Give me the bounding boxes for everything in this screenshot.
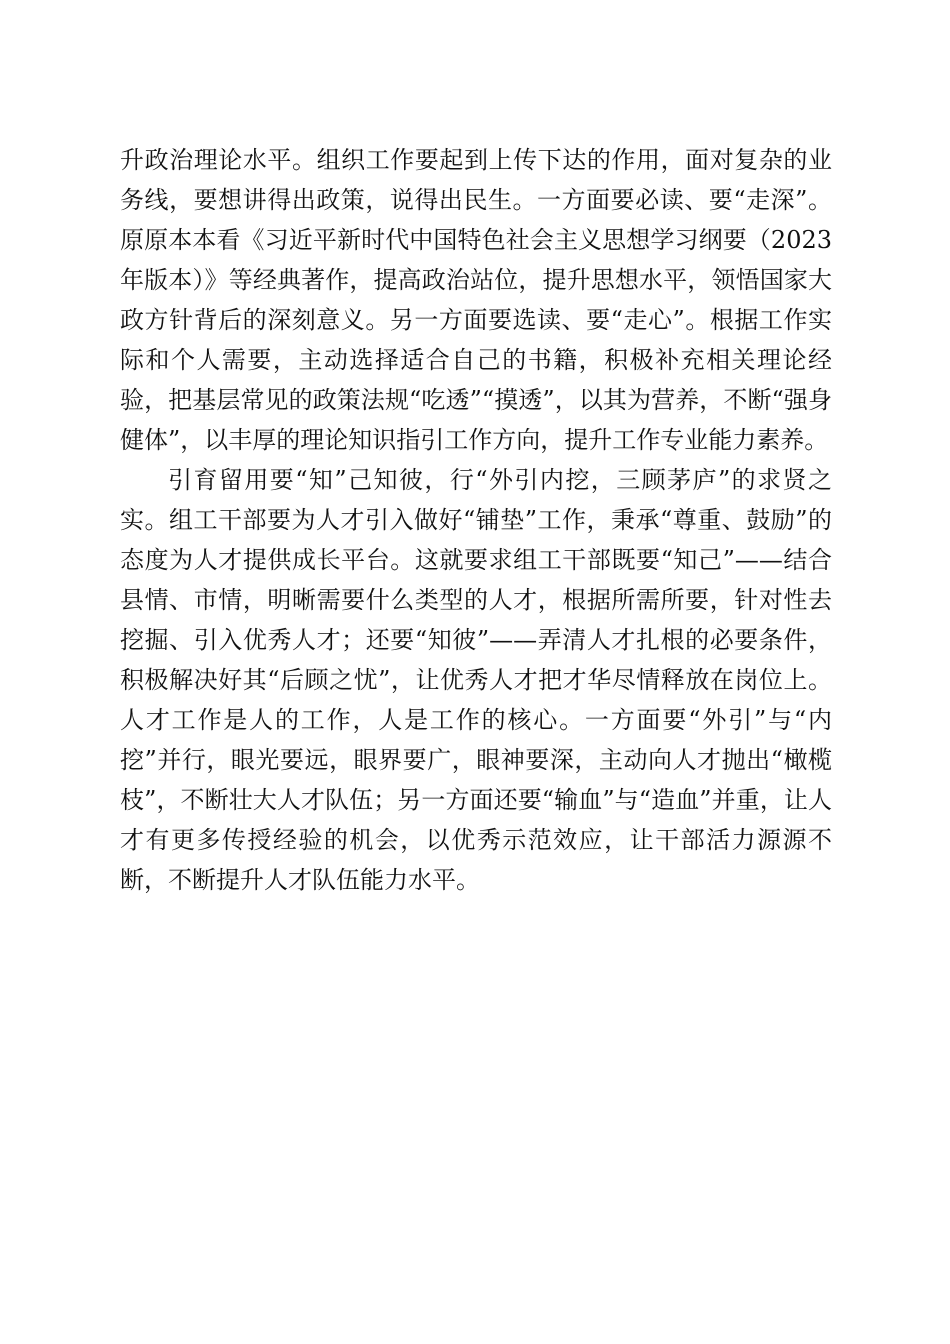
paragraph-continued: 升政治理论水平。组织工作要起到上传下达的作用，面对复杂的业务线，要想讲得出政策，说得出民生。一方面要必读、要“走深”。原原本本看《习近平新时代中国特色社会主义思想学习纲要（2023年版本）》等经典著作，提高政治站位，提升思想水平，领悟国家大政方针背后的深刻意义。另一方面要选读、要“走心”。根据工作实际和个人需要，主动选择适合自己的书籍，积极补充相关理论经验，把基层常见的政策法规“吃透”“摸透”，以其为营养，不断“强身健体”，以丰厚的理论知识指引工作方向，提升工作专业能力素养。 xyxy=(120,146,832,454)
paragraph-talent-recruitment: 引育留用要“知”己知彼，行“外引内挖，三顾茅庐”的求贤之实。组工干部要为人才引入做好“铺垫”工作，秉承“尊重、鼓励”的态度为人才提供成长平台。这就要求组工干部既要“知己”——结合县情、市情，明晰需要什么类型的人才，根据所需所要，针对性去挖掘、引入优秀人才；还要“知彼”——弄清人才扎根的必要条件，积极解决好其“后顾之忧”，让优秀人才把才华尽情释放在岗位上。人才工作是人的工作，人是工作的核心。一方面要“外引”与“内挖”并行，眼光要远，眼界要广，眼神要深，主动向人才抛出“橄榄枝”，不断壮大人才队伍；另一方面还要“输血”与“造血”并重，让人才有更多传授经验的机会，以优秀示范效应，让干部活力源源不断，不断提升人才队伍能力水平。 xyxy=(120,466,832,894)
document-body xyxy=(120,140,832,900)
